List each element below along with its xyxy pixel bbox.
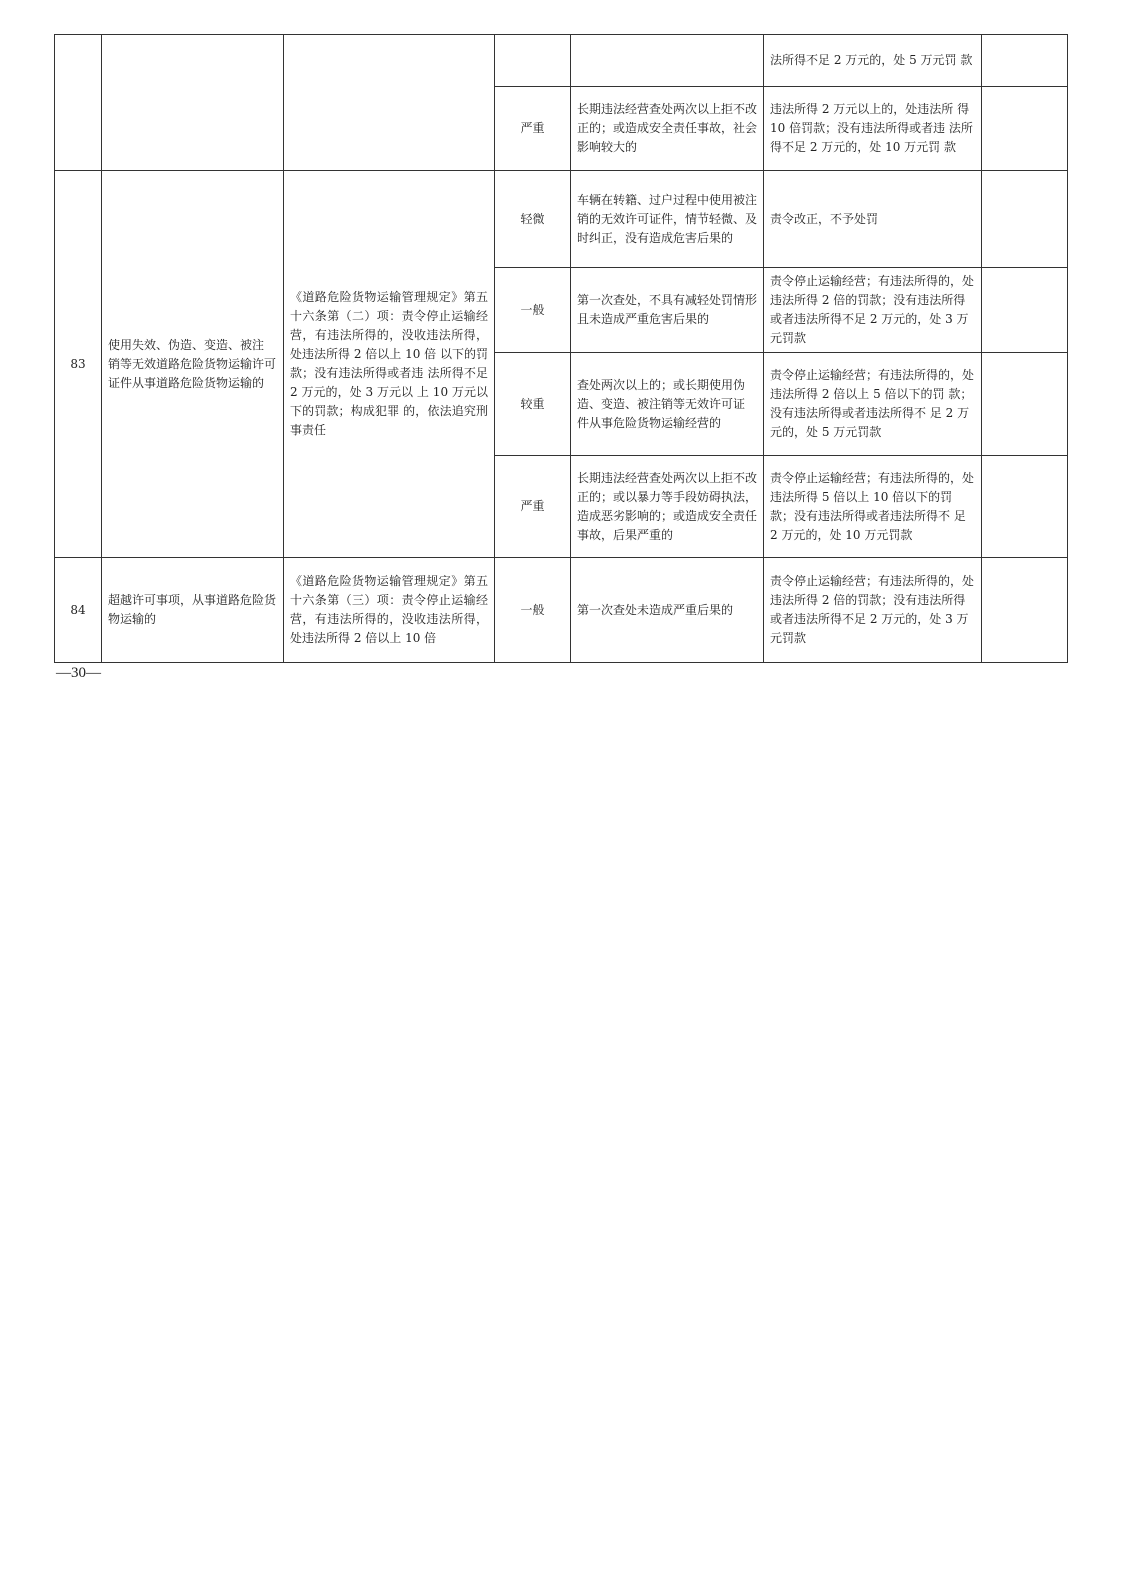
legal-basis-cell [284,35,495,171]
penalty-standard-cell: 责令停止运输经营；有违法所得的，处违法所得 2 倍的罚款；没有违法所得或者违法所得不足 2 万元的，处 3 万元罚款 [764,558,982,663]
penalty-standard-cell: 法所得不足 2 万元的，处 5 万元罚 款 [764,35,982,87]
penalty-table [54,34,1068,663]
circumstance-cell: 查处两次以上的；或长期使用伪 造、变造、被注销等无效许可证 件从事危险货物运输经营的 [571,353,764,456]
violation-behavior-cell: 超越许可事项，从事道路危险货物运输的 [102,558,284,663]
remarks-cell [982,268,1068,353]
item-number-cell: 83 [55,171,102,558]
circumstance-cell: 车辆在转籍、过户过程中使用被注销的无效许可证件，情节轻微、及时纠正，没有造成危害后果的 [571,171,764,268]
remarks-cell [982,353,1068,456]
violation-behavior-cell: 使用失效、伪造、变造、被注 销等无效道路危险货物运输许可证件从事道路危险货物运输的 [102,171,284,558]
circumstance-cell [571,35,764,87]
penalty-standard-cell: 违法所得 2 万元以上的，处违法所 得 10 倍罚款；没有违法所得或者违 法所得不足 2 万元的，处 10 万元罚 款 [764,87,982,171]
circumstance-cell: 第一次查处未造成严重后果的 [571,558,764,663]
table-row [55,171,1068,268]
item-number-cell: 84 [55,558,102,663]
penalty-standard-cell: 责令停止运输经营；有违法所得的，处违法所得 5 倍以上 10 倍以下的罚 款；没有违法所得或者违法所得不 足 2 万元的，处 10 万元罚款 [764,456,982,558]
penalty-standard-cell: 责令停止运输经营；有违法所得的，处违法所得 2 倍的罚款；没有违法所得或者违法所得不足 2 万元的，处 3 万元罚款 [764,268,982,353]
violation-level-cell: 轻微 [495,171,571,268]
page-number: —30— [56,665,101,681]
violation-level-cell: 较重 [495,353,571,456]
violation-level-cell: 一般 [495,268,571,353]
remarks-cell [982,456,1068,558]
violation-level-cell: 严重 [495,87,571,171]
circumstance-cell: 第一次查处，不具有减轻处罚情形且未造成严重危害后果的 [571,268,764,353]
item-number-cell [55,35,102,171]
violation-level-cell: 一般 [495,558,571,663]
legal-basis-cell: 《道路危险货物运输管理规定》第五十六条第（二）项：责令停止运输经营，有违法所得的，没收违法所得，处违法所得 2 倍以上 10 倍 以下的罚款；没有违法所得或者违 法所得不足 2 万元的，处 3 万元以 上 10 万元以下的罚款；构成犯罪 的，依法追究刑事责任 [284,171,495,558]
remarks-cell [982,558,1068,663]
remarks-cell [982,35,1068,87]
remarks-cell [982,171,1068,268]
circumstance-cell: 长期违法经营查处两次以上拒不改正的；或以暴力等手段妨碍执法，造成恶劣影响的；或造成安全责任事故，后果严重的 [571,456,764,558]
violation-level-cell: 严重 [495,456,571,558]
violation-behavior-cell [102,35,284,171]
legal-basis-cell: 《道路危险货物运输管理规定》第五十六条第（三）项：责令停止运输经营，有违法所得的，没收违法所得，处违法所得 2 倍以上 10 倍 [284,558,495,663]
table-row [55,558,1068,663]
penalty-standard-cell: 责令停止运输经营；有违法所得的，处违法所得 2 倍以上 5 倍以下的罚 款；没有违法所得或者违法所得不 足 2 万元的，处 5 万元罚款 [764,353,982,456]
remarks-cell [982,87,1068,171]
penalty-standard-cell: 责令改正，不予处罚 [764,171,982,268]
circumstance-cell: 长期违法经营查处两次以上拒不改正的；或造成安全责任事故，社会影响较大的 [571,87,764,171]
violation-level-cell [495,35,571,87]
table-row [55,35,1068,87]
